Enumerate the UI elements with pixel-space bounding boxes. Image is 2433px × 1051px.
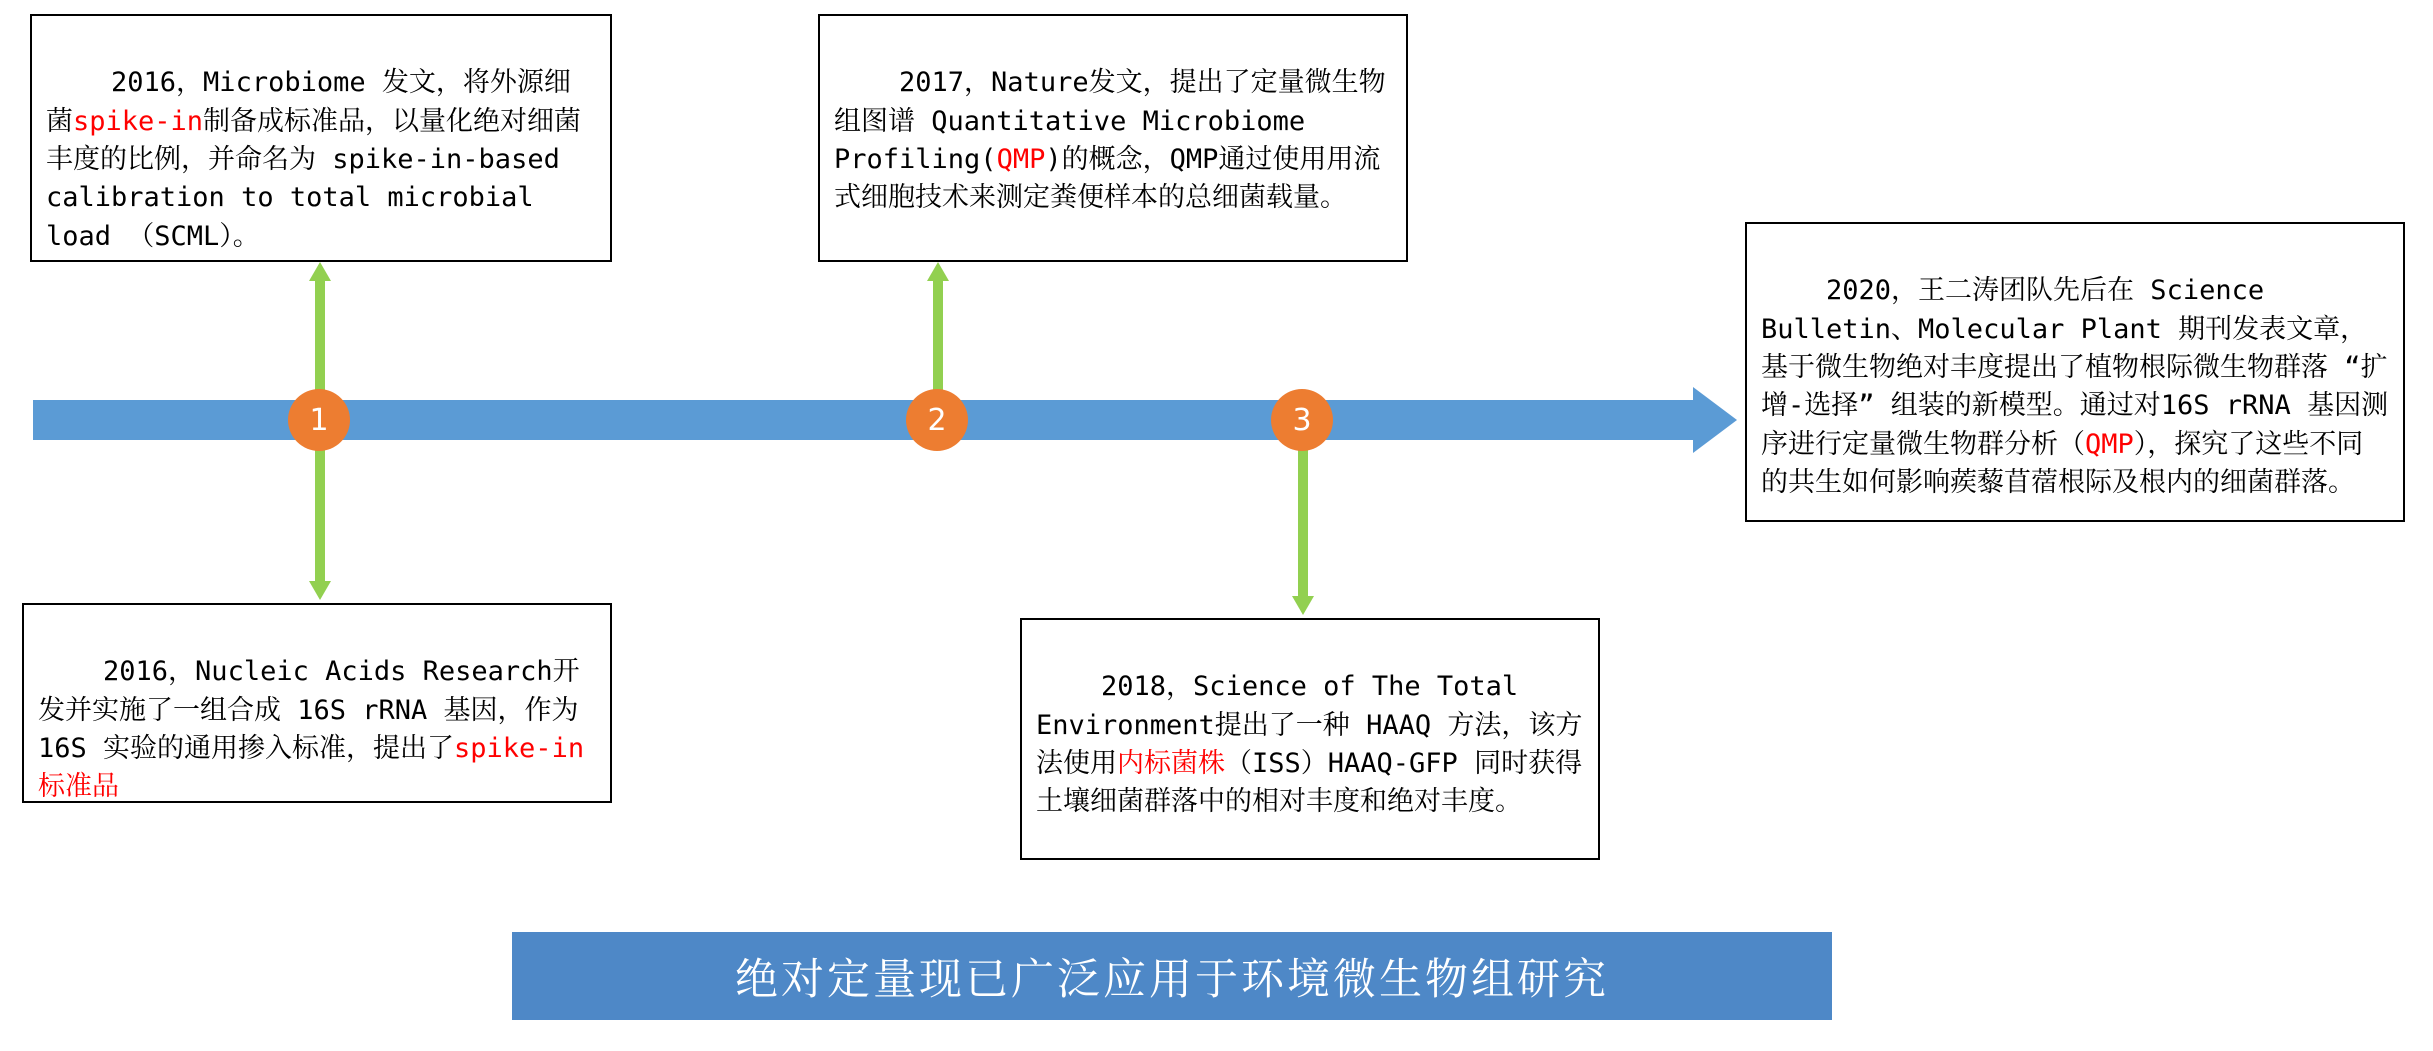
timeline-node-1[interactable] [288, 389, 350, 451]
card-text-segment: 2018，Science of The Total Environment提出了一种 HAAQ 方法，该方法使用 [1036, 671, 1583, 779]
card-text-segment: 2016，Microbiome 发文，将外源细菌 [46, 67, 571, 137]
card-2020-wang [1745, 222, 2405, 522]
card-text-segment: 2016，Nucleic Acids Research开发并实施了一组合成 16S rRNA 基因，作为 16S 实验的通用掺入标准，提出了 [38, 656, 595, 764]
card-2016-microbiome [30, 14, 612, 262]
connector-arrow-down-node3-icon [1292, 440, 1314, 615]
card-2016-nar [22, 603, 612, 803]
card-text [1036, 671, 1582, 817]
timeline-bar [33, 400, 1693, 440]
card-2017-nature [818, 14, 1408, 262]
card-text [1761, 275, 2388, 498]
card-text-segment: 2020，王二涛团队先后在 Science Bulletin、Molecular Plant 期刊发表文章，基于微生物绝对丰度提出了植物根际微生物群落 “扩增-选择” 组装的新模型。通过对16S rRNA 基因测序进行定量微生物群分析（ [1761, 275, 2389, 460]
timeline-node-label: 1 [309, 402, 329, 438]
card-text-highlight: QMP [996, 143, 1046, 175]
connector-arrow-up-node2-icon [927, 262, 949, 400]
card-text-highlight: QMP [2085, 428, 2134, 460]
card-text-highlight: spike-in 标准品 [38, 732, 601, 803]
timeline-arrow-head-icon [1693, 387, 1737, 453]
card-text-segment: 制备成标准品，以量化绝对细菌丰度的比例，并命名为 spike-in-based calibration to total microbial load （SCML）。 [46, 105, 582, 252]
timeline-node-3[interactable] [1271, 389, 1333, 451]
timeline-node-label: 2 [927, 402, 947, 438]
connector-arrow-down-node1-icon [309, 440, 331, 600]
card-text-highlight: spike-in [73, 105, 204, 137]
card-text [46, 67, 581, 251]
card-2018-ste [1020, 618, 1600, 860]
card-text-segment: 2017，Nature发文，提出了定量微生物组图谱 Quantitative Microbiome Profiling( [834, 67, 1386, 175]
conclusion-banner [512, 932, 1832, 1020]
timeline-node-2[interactable] [906, 389, 968, 451]
card-text-segment: ），探究了这些不同的共生如何影响蒺藜苜蓿根际及根内的细菌群落。 [1761, 428, 2364, 498]
timeline-node-label: 3 [1292, 402, 1312, 438]
card-text [834, 67, 1386, 213]
card-text-highlight: 内标菌株 [1117, 747, 1225, 779]
connector-arrow-up-node1-icon [309, 262, 331, 400]
card-text-segment: )的概念，QMP通过使用用流式细胞技术来测定粪便样本的总细菌载量。 [834, 143, 1381, 214]
conclusion-banner-label: 绝对定量现已广泛应用于环境微生物组研究 [735, 954, 1609, 1005]
card-text-segment: （ISS）HAAQ-GFP 同时获得土壤细菌群落中的相对丰度和绝对丰度。 [1036, 747, 1583, 818]
card-text [38, 656, 600, 802]
